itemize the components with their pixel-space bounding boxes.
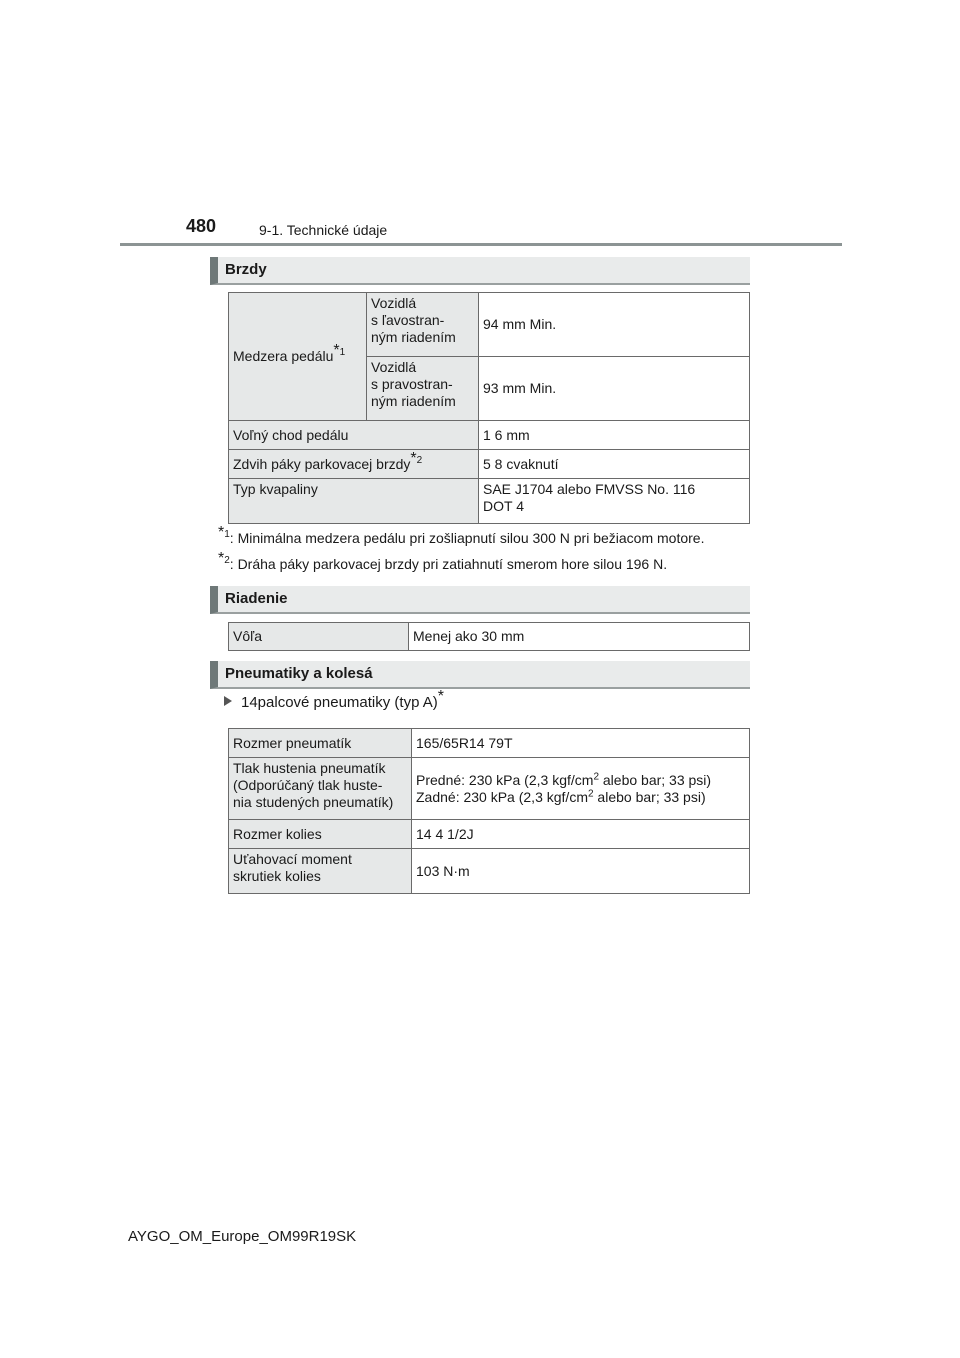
fluid-type-value: SAE J1704 alebo FMVSS No. 116 DOT 4 (479, 479, 750, 524)
free-play-label: Voľný chod pedálu (229, 421, 479, 450)
steering-play-label: Vôľa (229, 623, 409, 651)
rhd-value: 93 mm Min. (479, 357, 750, 421)
wheel-size-label: Rozmer kolies (229, 820, 412, 849)
section-title-tires: Pneumatiky a kolesá (210, 661, 750, 689)
section-title-brakes: Brzdy (210, 257, 750, 285)
free-play-value: 1 6 mm (479, 421, 750, 450)
table-row (229, 421, 750, 450)
section-header: 9-1. Technické údaje (259, 222, 388, 238)
triangle-bullet-icon (224, 696, 232, 706)
wheel-size-value: 14 4 1/2J (412, 820, 750, 849)
steering-table (228, 622, 750, 651)
lhd-label: Vozidlá s ľavostran- ným riadením (367, 293, 479, 357)
footnote-2: $^{*2}$: Dráha páky parkovacej brzdy pri zatiahnutí smerom hore silou 196 N. (218, 550, 668, 572)
table-row (229, 849, 750, 894)
header-divider (120, 243, 842, 246)
table-row (229, 729, 750, 758)
table-row (229, 758, 750, 820)
table-row (229, 479, 750, 524)
steering-play-value: Menej ako 30 mm (409, 623, 750, 651)
brakes-table (228, 292, 750, 524)
tires-table (228, 728, 750, 894)
lhd-value: 94 mm Min. (479, 293, 750, 357)
lug-nut-torque-value: 103 N·m (412, 849, 750, 894)
pedal-clearance-label: Medzera pedálu$^{*1}$ (229, 293, 367, 421)
tire-subheading: 14palcové pneumatiky (typ A)* (224, 694, 444, 711)
tire-size-value: 165/65R14 79T (412, 729, 750, 758)
tire-pressure-value: Predné: 230 kPa (2,3 kgf/$cm^2$ alebo bar; 33 psi) Zadné: 230 kPa (2,3 kgf/$cm^2$ alebo bar; 33 psi) (412, 758, 750, 820)
table-row (229, 623, 750, 651)
parking-brake-lever-label: Zdvih páky parkovacej brzdy$^{*2}$ (229, 450, 479, 479)
table-row (229, 820, 750, 849)
rhd-label: Vozidlá s pravostran- ným riadením (367, 357, 479, 421)
fluid-type-label: Typ kvapaliny (229, 479, 479, 524)
page-number: 480 (186, 216, 217, 236)
tire-pressure-label: Tlak hustenia pneumatík (Odporúčaný tlak huste- nia studených pneumatík) (229, 758, 412, 820)
footnote-1: $^{*1}$: Minimálna medzera pedálu pri zošliapnutí silou 300 N pri bežiacom motore. (218, 524, 705, 546)
table-row (229, 293, 750, 357)
tire-size-label: Rozmer pneumatík (229, 729, 412, 758)
lug-nut-torque-label: Uťahovací moment skrutiek kolies (229, 849, 412, 894)
parking-brake-lever-value: 5 8 cvaknutí (479, 450, 750, 479)
section-title-steering: Riadenie (210, 586, 750, 614)
table-row (229, 450, 750, 479)
footer-code: AYGO_OM_Europe_OM99R19SK (128, 1228, 357, 1245)
